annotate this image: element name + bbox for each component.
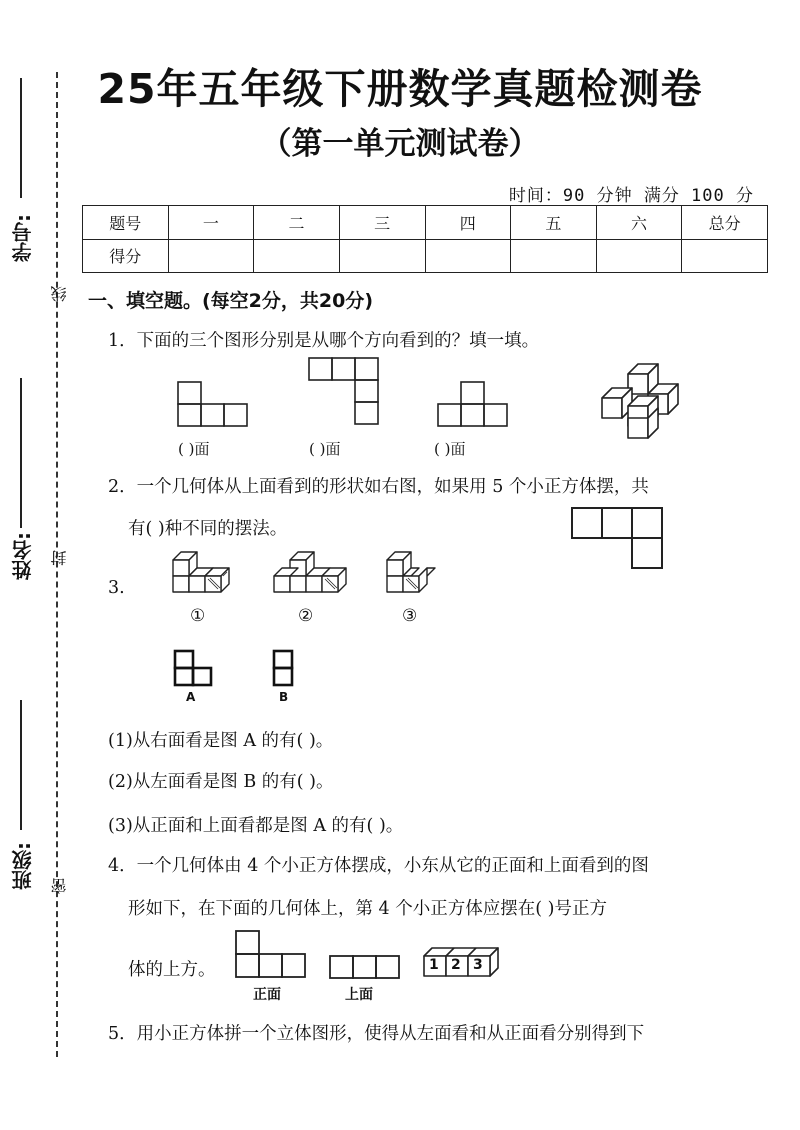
score-header-cell: 二	[254, 206, 340, 240]
score-cell[interactable]	[339, 239, 425, 273]
q3-sub-question-3[interactable]: (3)从正面和上面看都是图 A 的有( )。	[108, 816, 404, 836]
q4-top-view	[328, 954, 402, 980]
q4-cube-number-1: 1	[429, 957, 439, 973]
question-2-line-1: 2．一个几何体从上面看到的形状如右图，如果用 5 个小正方体摆，共	[108, 477, 649, 497]
q1-view-figure-2	[307, 356, 379, 426]
question-2-line-2[interactable]: 有( )种不同的摆法。	[128, 519, 288, 539]
score-cell[interactable]	[596, 239, 682, 273]
q3-figure-label-1: ①	[190, 606, 206, 626]
question-3-number: 3.	[108, 578, 125, 598]
score-table	[82, 205, 768, 273]
q3-view-a	[173, 649, 215, 687]
q1-view-figure-3	[436, 380, 508, 428]
score-cell[interactable]	[254, 239, 340, 273]
q2-top-view-figure	[570, 506, 664, 570]
name-line	[20, 378, 22, 528]
score-cell[interactable]	[511, 239, 597, 273]
q3-view-a-label: A	[186, 690, 196, 704]
page-subtitle: （第一单元测试卷）	[260, 126, 540, 162]
score-table-header-row	[83, 206, 768, 240]
student-no-label: 学号:	[11, 214, 35, 262]
q4-cube-number-2: 2	[451, 957, 461, 973]
q3-solid-2	[268, 548, 348, 604]
q4-front-view	[234, 929, 308, 979]
score-cell[interactable]	[425, 239, 511, 273]
q3-figure-label-3: ③	[402, 606, 418, 626]
q3-solid-3	[384, 548, 446, 604]
page-title: 25年五年级下册数学真题检测卷	[97, 65, 703, 113]
class-line	[20, 700, 22, 830]
q3-solid-1	[170, 548, 232, 604]
q1-answer-blank-3[interactable]: ( )面	[434, 440, 466, 458]
score-cell[interactable]	[682, 239, 768, 273]
name-label: 姓名:	[11, 532, 35, 580]
time-score-info: 时间：90 分钟 满分 100 分	[508, 186, 754, 206]
score-header-cell: 一	[168, 206, 254, 240]
q4-top-label: 上面	[345, 987, 373, 1003]
score-cell[interactable]	[168, 239, 254, 273]
q3-sub-question-1[interactable]: (1)从右面看是图 A 的有( )。	[108, 731, 334, 751]
question-5-line-1: 5．用小正方体拼一个立体图形，使得从左面看和从正面看分别得到下	[108, 1024, 645, 1044]
question-4-line-2[interactable]: 形如下，在下面的几何体上，第 4 个小正方体应摆在( )号正方	[128, 899, 607, 919]
score-row-label: 得分	[83, 239, 169, 273]
question-4-line-1: 4．一个几何体由 4 个小正方体摆成，小东从它的正面和上面看到的图	[108, 856, 649, 876]
class-label: 班级:	[11, 842, 35, 890]
question-1-text: 1．下面的三个图形分别是从哪个方向看到的？填一填。	[108, 331, 540, 351]
q3-sub-question-2[interactable]: (2)从左面看是图 B 的有( )。	[108, 772, 334, 792]
q1-solid-figure	[598, 362, 684, 442]
seal-mark-secret: 密	[50, 878, 69, 894]
q4-cube-number-3: 3	[473, 957, 483, 973]
score-header-cell: 三	[339, 206, 425, 240]
q1-view-figure-1	[176, 380, 248, 428]
score-header-cell: 六	[596, 206, 682, 240]
seal-mark-line: 线	[50, 286, 69, 302]
section-heading: 一、填空题。(每空2分，共20分)	[88, 290, 374, 312]
q3-figure-label-2: ②	[298, 606, 314, 626]
score-header-cell: 题号	[83, 206, 169, 240]
score-header-cell: 五	[511, 206, 597, 240]
q1-answer-blank-2[interactable]: ( )面	[309, 440, 341, 458]
q3-view-b-label: B	[279, 690, 289, 704]
q3-view-b	[272, 649, 296, 687]
question-4-line-3: 体的上方。	[128, 960, 216, 980]
seal-mark-seal: 封	[50, 550, 69, 566]
q1-answer-blank-1[interactable]: ( )面	[178, 440, 210, 458]
q4-front-label: 正面	[253, 987, 281, 1003]
score-header-cell: 四	[425, 206, 511, 240]
score-header-cell: 总分	[682, 206, 768, 240]
score-table-score-row	[83, 239, 768, 273]
